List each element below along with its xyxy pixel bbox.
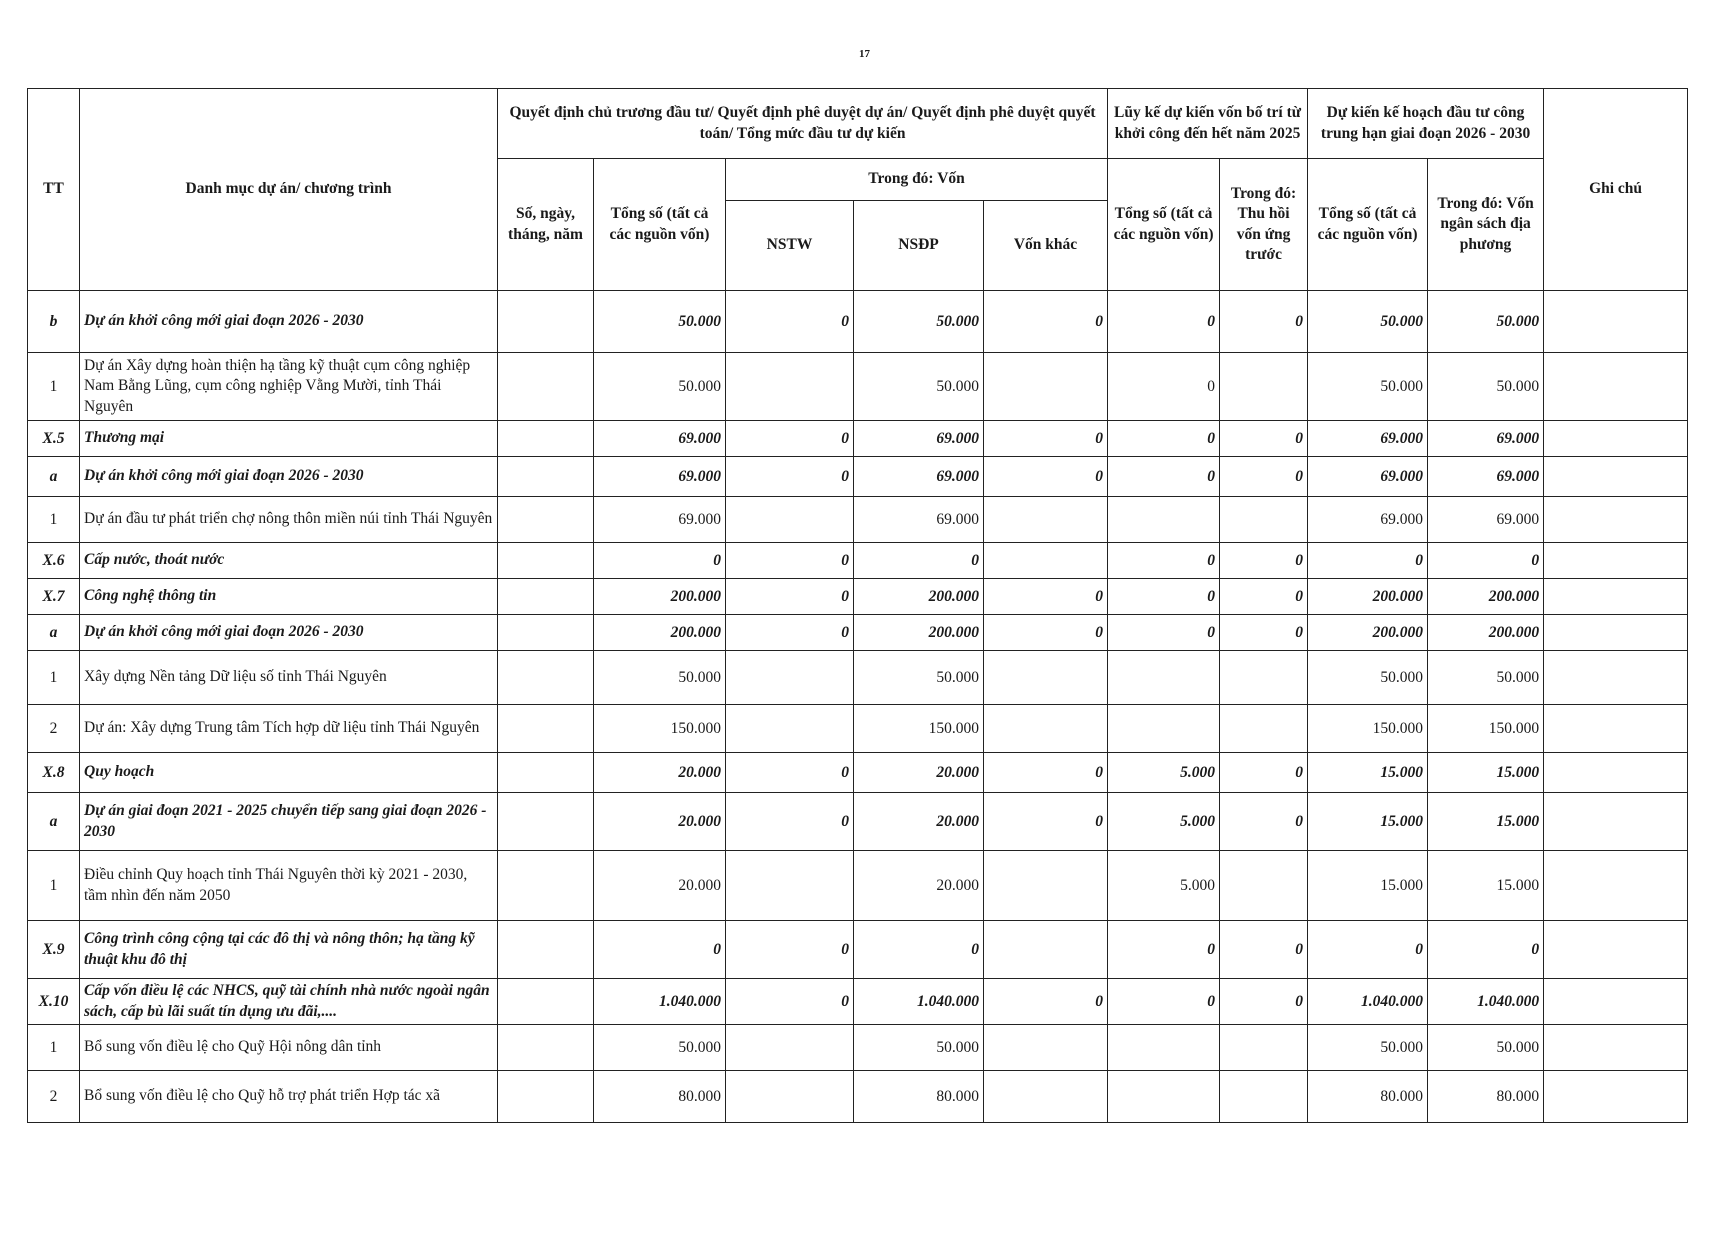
row-tt: a bbox=[28, 793, 80, 851]
header-project: Danh mục dự án/ chương trình bbox=[80, 89, 498, 291]
row-plan-total: 200.000 bbox=[1308, 615, 1428, 651]
row-project-name: Công nghệ thông tin bbox=[80, 579, 498, 615]
row-project-name: Dự án khởi công mới giai đoạn 2026 - 2030 bbox=[80, 457, 498, 497]
row-total: 0 bbox=[594, 921, 726, 979]
row-cumulative-recovery: 0 bbox=[1220, 579, 1308, 615]
row-plan-total: 50.000 bbox=[1308, 291, 1428, 353]
table-row-item bbox=[28, 651, 1688, 705]
row-decision-date bbox=[498, 1025, 594, 1071]
row-note bbox=[1544, 1071, 1688, 1123]
table-row-item bbox=[28, 1025, 1688, 1071]
row-note bbox=[1544, 543, 1688, 579]
row-plan-local: 50.000 bbox=[1428, 353, 1544, 421]
row-nsdp: 20.000 bbox=[854, 793, 984, 851]
row-nstw bbox=[726, 851, 854, 921]
row-cumulative-recovery: 0 bbox=[1220, 793, 1308, 851]
row-nstw: 0 bbox=[726, 615, 854, 651]
row-nsdp: 50.000 bbox=[854, 291, 984, 353]
row-decision-date bbox=[498, 353, 594, 421]
row-project-name: Dự án khởi công mới giai đoạn 2026 - 2030 bbox=[80, 291, 498, 353]
row-nstw: 0 bbox=[726, 921, 854, 979]
row-plan-local: 150.000 bbox=[1428, 705, 1544, 753]
row-cumulative-total: 5.000 bbox=[1108, 753, 1220, 793]
header-decision-date: Số, ngày, tháng, năm bbox=[498, 159, 594, 291]
row-nstw: 0 bbox=[726, 291, 854, 353]
table-row-group bbox=[28, 979, 1688, 1025]
row-cumulative-total: 0 bbox=[1108, 291, 1220, 353]
row-plan-total: 50.000 bbox=[1308, 651, 1428, 705]
row-other-capital bbox=[984, 705, 1108, 753]
row-plan-total: 15.000 bbox=[1308, 793, 1428, 851]
row-nstw: 0 bbox=[726, 421, 854, 457]
row-total: 50.000 bbox=[594, 353, 726, 421]
row-tt: X.5 bbox=[28, 421, 80, 457]
row-project-name: Cấp nước, thoát nước bbox=[80, 543, 498, 579]
row-nstw: 0 bbox=[726, 753, 854, 793]
header-of-which-capital: Trong đó: Vốn bbox=[726, 159, 1108, 201]
row-tt: 1 bbox=[28, 651, 80, 705]
row-total: 200.000 bbox=[594, 615, 726, 651]
row-cumulative-total: 5.000 bbox=[1108, 851, 1220, 921]
table-row-group bbox=[28, 793, 1688, 851]
row-cumulative-recovery bbox=[1220, 1071, 1308, 1123]
header-decision-group: Quyết định chủ trương đầu tư/ Quyết định phê duyệt dự án/ Quyết định phê duyệt quyết toán/ Tổng mức đầu tư dự kiến bbox=[498, 89, 1108, 159]
row-cumulative-total bbox=[1108, 497, 1220, 543]
row-nsdp: 0 bbox=[854, 543, 984, 579]
row-nstw: 0 bbox=[726, 979, 854, 1025]
row-plan-total: 50.000 bbox=[1308, 1025, 1428, 1071]
row-cumulative-total bbox=[1108, 1071, 1220, 1123]
row-plan-local: 50.000 bbox=[1428, 651, 1544, 705]
row-other-capital bbox=[984, 851, 1108, 921]
header-cumulative-recovery: Trong đó: Thu hồi vốn ứng trước bbox=[1220, 159, 1308, 291]
row-tt: 1 bbox=[28, 353, 80, 421]
row-cumulative-recovery: 0 bbox=[1220, 421, 1308, 457]
row-cumulative-total: 0 bbox=[1108, 421, 1220, 457]
row-decision-date bbox=[498, 543, 594, 579]
row-project-name: Công trình công cộng tại các đô thị và nông thôn; hạ tầng kỹ thuật khu đô thị bbox=[80, 921, 498, 979]
row-note bbox=[1544, 979, 1688, 1025]
row-cumulative-recovery bbox=[1220, 705, 1308, 753]
row-project-name: Điều chỉnh Quy hoạch tỉnh Thái Nguyên thời kỳ 2021 - 2030, tầm nhìn đến năm 2050 bbox=[80, 851, 498, 921]
row-plan-local: 69.000 bbox=[1428, 457, 1544, 497]
row-nsdp: 69.000 bbox=[854, 421, 984, 457]
row-nsdp: 80.000 bbox=[854, 1071, 984, 1123]
header-plan-local: Trong đó: Vốn ngân sách địa phương bbox=[1428, 159, 1544, 291]
table-row-group bbox=[28, 615, 1688, 651]
investment-plan-table bbox=[27, 88, 1688, 1123]
row-note bbox=[1544, 291, 1688, 353]
row-total: 69.000 bbox=[594, 497, 726, 543]
header-plan-total: Tổng số (tất cả các nguồn vốn) bbox=[1308, 159, 1428, 291]
row-note bbox=[1544, 851, 1688, 921]
row-project-name: Dự án đầu tư phát triển chợ nông thôn miền núi tỉnh Thái Nguyên bbox=[80, 497, 498, 543]
row-note bbox=[1544, 421, 1688, 457]
row-plan-local: 1.040.000 bbox=[1428, 979, 1544, 1025]
row-tt: X.7 bbox=[28, 579, 80, 615]
row-other-capital bbox=[984, 353, 1108, 421]
row-plan-local: 200.000 bbox=[1428, 615, 1544, 651]
row-total: 50.000 bbox=[594, 1025, 726, 1071]
row-total: 150.000 bbox=[594, 705, 726, 753]
row-plan-total: 150.000 bbox=[1308, 705, 1428, 753]
row-plan-local: 69.000 bbox=[1428, 497, 1544, 543]
table-row-item bbox=[28, 1071, 1688, 1123]
row-tt: X.9 bbox=[28, 921, 80, 979]
table-row-item bbox=[28, 705, 1688, 753]
row-other-capital bbox=[984, 1025, 1108, 1071]
row-note bbox=[1544, 651, 1688, 705]
row-note bbox=[1544, 705, 1688, 753]
row-total: 20.000 bbox=[594, 851, 726, 921]
row-cumulative-total: 0 bbox=[1108, 615, 1220, 651]
row-plan-local: 0 bbox=[1428, 543, 1544, 579]
row-note bbox=[1544, 793, 1688, 851]
row-nstw: 0 bbox=[726, 793, 854, 851]
row-decision-date bbox=[498, 291, 594, 353]
row-tt: b bbox=[28, 291, 80, 353]
row-tt: a bbox=[28, 457, 80, 497]
row-total: 80.000 bbox=[594, 1071, 726, 1123]
row-tt: X.6 bbox=[28, 543, 80, 579]
row-total: 50.000 bbox=[594, 291, 726, 353]
table-row-group bbox=[28, 421, 1688, 457]
header-other-capital: Vốn khác bbox=[984, 201, 1108, 291]
row-nsdp: 69.000 bbox=[854, 457, 984, 497]
row-nstw bbox=[726, 497, 854, 543]
row-cumulative-recovery bbox=[1220, 851, 1308, 921]
row-tt: 1 bbox=[28, 851, 80, 921]
row-plan-total: 80.000 bbox=[1308, 1071, 1428, 1123]
row-cumulative-recovery: 0 bbox=[1220, 543, 1308, 579]
row-total: 200.000 bbox=[594, 579, 726, 615]
row-decision-date bbox=[498, 705, 594, 753]
table-row-group bbox=[28, 457, 1688, 497]
table-header bbox=[28, 89, 1688, 291]
row-project-name: Bổ sung vốn điều lệ cho Quỹ Hội nông dân tỉnh bbox=[80, 1025, 498, 1071]
header-nsdp: NSĐP bbox=[854, 201, 984, 291]
row-other-capital: 0 bbox=[984, 793, 1108, 851]
row-nsdp: 50.000 bbox=[854, 651, 984, 705]
row-other-capital: 0 bbox=[984, 457, 1108, 497]
row-project-name: Thương mại bbox=[80, 421, 498, 457]
table-row-group bbox=[28, 579, 1688, 615]
row-nstw bbox=[726, 705, 854, 753]
row-plan-total: 15.000 bbox=[1308, 753, 1428, 793]
row-plan-total: 69.000 bbox=[1308, 457, 1428, 497]
row-total: 20.000 bbox=[594, 753, 726, 793]
row-plan-total: 200.000 bbox=[1308, 579, 1428, 615]
row-cumulative-total: 5.000 bbox=[1108, 793, 1220, 851]
row-total: 69.000 bbox=[594, 457, 726, 497]
row-cumulative-total bbox=[1108, 705, 1220, 753]
row-cumulative-recovery bbox=[1220, 353, 1308, 421]
row-plan-total: 69.000 bbox=[1308, 421, 1428, 457]
row-project-name: Dự án khởi công mới giai đoạn 2026 - 2030 bbox=[80, 615, 498, 651]
row-nsdp: 0 bbox=[854, 921, 984, 979]
row-cumulative-recovery: 0 bbox=[1220, 291, 1308, 353]
row-cumulative-recovery: 0 bbox=[1220, 457, 1308, 497]
row-plan-local: 200.000 bbox=[1428, 579, 1544, 615]
table-row-group bbox=[28, 921, 1688, 979]
row-total: 1.040.000 bbox=[594, 979, 726, 1025]
row-cumulative-recovery bbox=[1220, 497, 1308, 543]
row-cumulative-recovery: 0 bbox=[1220, 753, 1308, 793]
row-total: 20.000 bbox=[594, 793, 726, 851]
row-note bbox=[1544, 921, 1688, 979]
row-plan-total: 69.000 bbox=[1308, 497, 1428, 543]
row-nstw: 0 bbox=[726, 579, 854, 615]
row-other-capital: 0 bbox=[984, 753, 1108, 793]
row-plan-local: 69.000 bbox=[1428, 421, 1544, 457]
row-decision-date bbox=[498, 753, 594, 793]
header-note: Ghi chú bbox=[1544, 89, 1688, 291]
row-cumulative-recovery: 0 bbox=[1220, 615, 1308, 651]
row-decision-date bbox=[498, 421, 594, 457]
row-tt: 2 bbox=[28, 1071, 80, 1123]
row-note bbox=[1544, 579, 1688, 615]
header-total-all: Tổng số (tất cả các nguồn vốn) bbox=[594, 159, 726, 291]
row-project-name: Dự án: Xây dựng Trung tâm Tích hợp dữ liệu tỉnh Thái Nguyên bbox=[80, 705, 498, 753]
row-cumulative-total: 0 bbox=[1108, 579, 1220, 615]
row-project-name: Cấp vốn điều lệ các NHCS, quỹ tài chính nhà nước ngoài ngân sách, cấp bù lãi suất tín dụng ưu đãi,.... bbox=[80, 979, 498, 1025]
row-decision-date bbox=[498, 651, 594, 705]
row-note bbox=[1544, 457, 1688, 497]
row-nsdp: 200.000 bbox=[854, 615, 984, 651]
page-number: 17 bbox=[859, 48, 870, 60]
table-row-item bbox=[28, 353, 1688, 421]
row-nsdp: 20.000 bbox=[854, 753, 984, 793]
row-nstw bbox=[726, 353, 854, 421]
table-row-group bbox=[28, 753, 1688, 793]
row-project-name: Dự án Xây dựng hoàn thiện hạ tầng kỹ thuật cụm công nghiệp Nam Bằng Lũng, cụm công nghiệp Vằng Mười, tỉnh Thái Nguyên bbox=[80, 353, 498, 421]
table-body bbox=[28, 291, 1688, 1123]
row-plan-local: 15.000 bbox=[1428, 851, 1544, 921]
row-plan-total: 0 bbox=[1308, 921, 1428, 979]
row-plan-local: 50.000 bbox=[1428, 291, 1544, 353]
row-decision-date bbox=[498, 497, 594, 543]
row-project-name: Bổ sung vốn điều lệ cho Quỹ hỗ trợ phát triển Hợp tác xã bbox=[80, 1071, 498, 1123]
row-decision-date bbox=[498, 579, 594, 615]
row-nsdp: 200.000 bbox=[854, 579, 984, 615]
row-note bbox=[1544, 753, 1688, 793]
row-other-capital bbox=[984, 497, 1108, 543]
row-cumulative-recovery: 0 bbox=[1220, 979, 1308, 1025]
row-nsdp: 69.000 bbox=[854, 497, 984, 543]
row-nsdp: 50.000 bbox=[854, 1025, 984, 1071]
row-plan-local: 15.000 bbox=[1428, 753, 1544, 793]
row-nstw bbox=[726, 1025, 854, 1071]
table-row-group bbox=[28, 543, 1688, 579]
row-project-name: Dự án giai đoạn 2021 - 2025 chuyển tiếp sang giai đoạn 2026 - 2030 bbox=[80, 793, 498, 851]
row-nstw: 0 bbox=[726, 457, 854, 497]
row-note bbox=[1544, 615, 1688, 651]
row-cumulative-total: 0 bbox=[1108, 979, 1220, 1025]
row-note bbox=[1544, 1025, 1688, 1071]
row-nsdp: 50.000 bbox=[854, 353, 984, 421]
row-plan-total: 0 bbox=[1308, 543, 1428, 579]
table-row-item bbox=[28, 851, 1688, 921]
row-decision-date bbox=[498, 1071, 594, 1123]
table-row-item bbox=[28, 497, 1688, 543]
row-plan-total: 1.040.000 bbox=[1308, 979, 1428, 1025]
row-decision-date bbox=[498, 851, 594, 921]
row-note bbox=[1544, 353, 1688, 421]
row-tt: 1 bbox=[28, 497, 80, 543]
header-nstw: NSTW bbox=[726, 201, 854, 291]
row-cumulative-total: 0 bbox=[1108, 457, 1220, 497]
row-cumulative-total: 0 bbox=[1108, 543, 1220, 579]
row-note bbox=[1544, 497, 1688, 543]
row-decision-date bbox=[498, 615, 594, 651]
row-cumulative-total: 0 bbox=[1108, 921, 1220, 979]
header-cumulative-group: Lũy kế dự kiến vốn bố trí từ khởi công đến hết năm 2025 bbox=[1108, 89, 1308, 159]
row-decision-date bbox=[498, 921, 594, 979]
row-plan-local: 15.000 bbox=[1428, 793, 1544, 851]
row-other-capital: 0 bbox=[984, 579, 1108, 615]
row-other-capital bbox=[984, 1071, 1108, 1123]
row-plan-local: 50.000 bbox=[1428, 1025, 1544, 1071]
row-project-name: Xây dựng Nền tảng Dữ liệu số tỉnh Thái Nguyên bbox=[80, 651, 498, 705]
row-nsdp: 1.040.000 bbox=[854, 979, 984, 1025]
row-cumulative-recovery: 0 bbox=[1220, 921, 1308, 979]
table-row-group bbox=[28, 291, 1688, 353]
row-tt: a bbox=[28, 615, 80, 651]
row-nstw bbox=[726, 1071, 854, 1123]
row-decision-date bbox=[498, 979, 594, 1025]
row-nstw bbox=[726, 651, 854, 705]
row-nstw: 0 bbox=[726, 543, 854, 579]
row-plan-local: 0 bbox=[1428, 921, 1544, 979]
header-tt: TT bbox=[28, 89, 80, 291]
row-cumulative-recovery bbox=[1220, 651, 1308, 705]
row-tt: 1 bbox=[28, 1025, 80, 1071]
row-tt: 2 bbox=[28, 705, 80, 753]
row-cumulative-total bbox=[1108, 1025, 1220, 1071]
row-cumulative-recovery bbox=[1220, 1025, 1308, 1071]
row-cumulative-total bbox=[1108, 651, 1220, 705]
row-decision-date bbox=[498, 793, 594, 851]
row-tt: X.8 bbox=[28, 753, 80, 793]
row-plan-local: 80.000 bbox=[1428, 1071, 1544, 1123]
row-other-capital bbox=[984, 651, 1108, 705]
row-other-capital: 0 bbox=[984, 421, 1108, 457]
header-plan-group: Dự kiến kế hoạch đầu tư công trung hạn giai đoạn 2026 - 2030 bbox=[1308, 89, 1544, 159]
row-tt: X.10 bbox=[28, 979, 80, 1025]
row-total: 50.000 bbox=[594, 651, 726, 705]
row-cumulative-total: 0 bbox=[1108, 353, 1220, 421]
row-project-name: Quy hoạch bbox=[80, 753, 498, 793]
row-nsdp: 150.000 bbox=[854, 705, 984, 753]
row-other-capital bbox=[984, 543, 1108, 579]
header-cumulative-total: Tổng số (tất cả các nguồn vốn) bbox=[1108, 159, 1220, 291]
row-decision-date bbox=[498, 457, 594, 497]
row-other-capital: 0 bbox=[984, 291, 1108, 353]
row-other-capital bbox=[984, 921, 1108, 979]
row-total: 69.000 bbox=[594, 421, 726, 457]
row-plan-total: 50.000 bbox=[1308, 353, 1428, 421]
row-nsdp: 20.000 bbox=[854, 851, 984, 921]
row-other-capital: 0 bbox=[984, 615, 1108, 651]
row-other-capital: 0 bbox=[984, 979, 1108, 1025]
row-total: 0 bbox=[594, 543, 726, 579]
row-plan-total: 15.000 bbox=[1308, 851, 1428, 921]
